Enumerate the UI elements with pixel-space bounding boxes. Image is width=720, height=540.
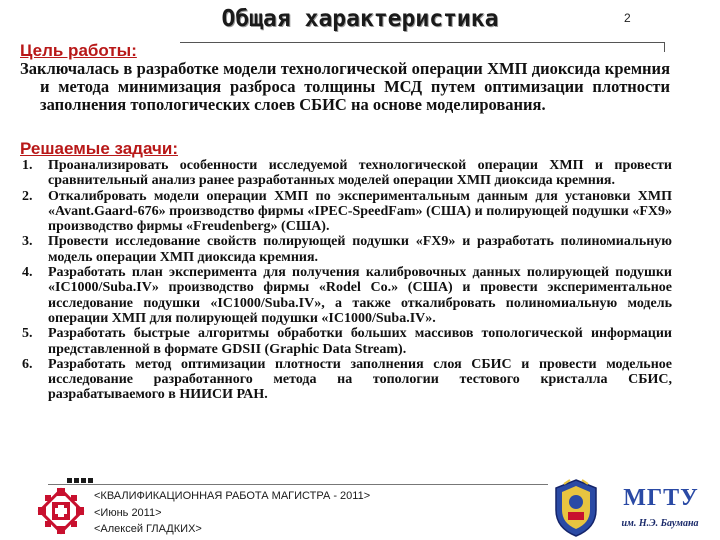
footer-line-date: <Июнь 2011>	[94, 506, 162, 519]
title-divider	[180, 42, 665, 43]
task-text: Разработать метод оптимизации плотности заполнения слоя СБИС и провести модельное исследование разработанного метода на топологии тестового кристалла СБИС, разрабатываемого в НИИСИ РАН.	[48, 356, 672, 403]
university-name: МГТУ	[623, 485, 699, 511]
slide-title: Общая характеристика	[221, 6, 499, 32]
bmstu-crest-icon	[550, 478, 602, 538]
task-item	[20, 357, 672, 403]
goal-heading: Цель работы:	[20, 41, 137, 60]
task-number: 6.	[22, 356, 33, 372]
goal-text-body: Заключалась в разработке модели технологической операции ХМП диоксида кремния и метода минимизация разброса толщины МСД путем оптимизации плотности заполнения топологических слоев СБИС на основе моделирования.	[20, 59, 670, 114]
task-text: Откалибровать модели операции ХМП по экспериментальным данным для установки ХМП «Avant.Gaard-676» производство фирмы «IPEC-SpeedFam» (США) и полирующей подушки «FX9» производство фирмы «Freudenberg» (США).	[48, 188, 672, 235]
task-item	[20, 234, 672, 265]
task-text: Разработать быстрые алгоритмы обработки больших массивов топологической информации представленной в формате GDSII (Graphic Data Stream).	[48, 326, 672, 357]
goal-text	[20, 60, 670, 114]
university-subtitle: им. Н.Э. Баумана	[621, 518, 699, 529]
footer-line-work: <КВАЛИФИКАЦИОННАЯ РАБОТА МАГИСТРА - 2011>	[94, 490, 371, 502]
task-item	[20, 158, 672, 189]
task-item	[20, 265, 672, 326]
footer-divider	[48, 484, 548, 485]
footer-line-author: <Алексей ГЛАДКИХ>	[94, 523, 202, 535]
task-number: 4.	[22, 265, 33, 281]
task-item	[20, 326, 672, 357]
page-number: 2	[624, 11, 631, 25]
tasks-heading: Решаемые задачи:	[20, 139, 178, 158]
title-divider-tick	[664, 42, 665, 52]
task-text: Проанализировать особенности исследуемой технологической операции ХМП и провести сравнительный анализ ранее разработанных моделей операции ХМП диоксида кремния.	[48, 158, 672, 189]
task-number: 3.	[22, 234, 33, 250]
task-number: 1.	[22, 158, 33, 173]
tasks-list	[20, 158, 672, 403]
task-number: 2.	[22, 188, 33, 204]
task-number: 5.	[22, 326, 33, 342]
institute-emblem-icon	[36, 486, 86, 536]
footer-info	[94, 488, 370, 538]
task-text: Разработать план эксперимента для получения калибровочных данных полирующей подушки «IC1000/Suba.IV» производство фирмы «Rodel Co.» (США) и провести экспериментальное исследование подушки «IC1000/Suba.IV», а также откалибровать полиномиальную модель операции ХМП для полирующей подушки «IC1000/Suba.IV».	[48, 265, 672, 326]
task-item	[20, 189, 672, 235]
task-text: Провести исследование свойств полирующей подушки «FX9» и разработать полиномиальную модель операции ХМП диоксида кремния.	[48, 234, 672, 265]
